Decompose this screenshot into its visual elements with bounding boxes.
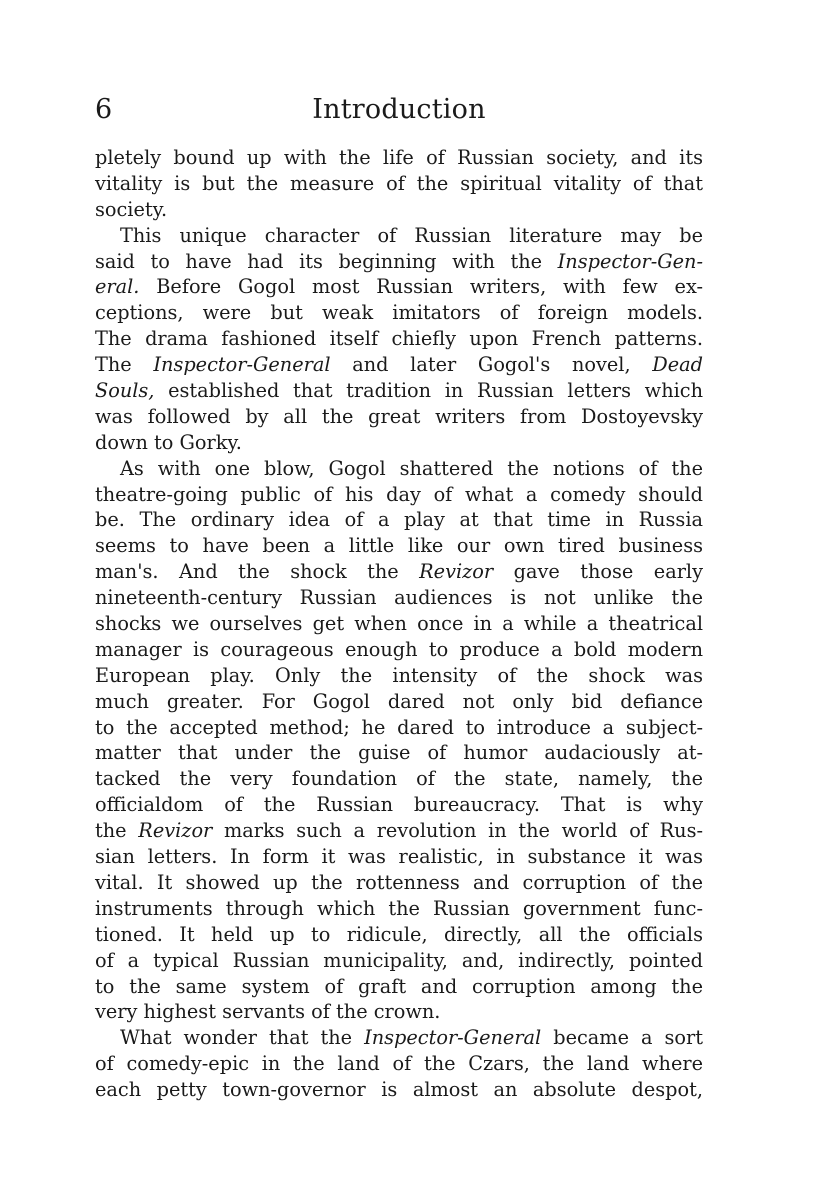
text-run: tacked the very foundation of the state, namely, the: [95, 767, 703, 791]
italic-title: Revizor: [138, 819, 213, 843]
text-run: each petty town-governor is almost an absolute despot,: [95, 1078, 703, 1102]
text-line: [95, 999, 703, 1025]
text-line-content: [95, 741, 703, 764]
text-line: [95, 948, 703, 974]
text-run: theatre-going public of his day of what a comedy should: [95, 482, 703, 506]
text-line: [95, 922, 703, 948]
text-line: [95, 637, 703, 663]
text-line: [95, 1077, 703, 1103]
text-run: vitality is but the measure of the spiritual vitality of that: [95, 171, 703, 195]
running-title: Introduction: [312, 94, 486, 125]
text-line: [95, 404, 703, 430]
text-line: [95, 223, 703, 249]
text-line-content: [95, 793, 703, 816]
text-run: ceptions, were but weak imitators of foreign models.: [95, 301, 703, 325]
text-run: The: [95, 353, 154, 377]
text-line-content: [95, 379, 703, 402]
text-line: [95, 611, 703, 637]
text-line-content: [95, 353, 703, 376]
text-line: [95, 585, 703, 611]
text-line: [95, 792, 703, 818]
italic-title: Inspector-Gen-: [557, 249, 703, 273]
text-line-content: [95, 508, 703, 531]
text-line-content: [95, 1000, 440, 1023]
text-run: and later Gogol's novel,: [330, 353, 653, 377]
text-run: to the same system of graft and corruption among the: [95, 974, 703, 998]
italic-title: Souls,: [95, 379, 155, 403]
text-run: said to have had its beginning with the: [95, 249, 558, 273]
text-line-content: [95, 638, 703, 661]
text-line-content: [95, 198, 167, 221]
text-line-content: [95, 560, 703, 583]
text-line: [95, 870, 703, 896]
text-run: be. The ordinary idea of a play at that time in Russia: [95, 508, 703, 532]
text-run: marks such a revolution in the world of Rus-: [212, 819, 703, 843]
text-run: nineteenth-century Russian audiences is not unlike the: [95, 586, 703, 610]
text-line-content: [95, 819, 703, 842]
text-run: Before Gogol most Russian writers, with few ex-: [139, 275, 703, 299]
text-run: seems to have been a little like our own tired business: [95, 534, 703, 558]
text-run: established that tradition in Russian letters which: [154, 379, 703, 403]
text-run: gave those early: [493, 560, 703, 584]
text-line: [95, 715, 703, 741]
text-run: shocks we ourselves get when once in a while a theatrical: [95, 612, 703, 636]
text-line: [95, 378, 703, 404]
page-number: 6: [95, 94, 113, 125]
text-line: [95, 1025, 703, 1051]
text-line: [95, 482, 703, 508]
text-line-content: [95, 146, 703, 169]
text-line: [95, 559, 703, 585]
text-run: of comedy-epic in the land of the Czars, the land where: [95, 1052, 703, 1076]
text-line-content: [95, 405, 703, 428]
text-line: [95, 300, 703, 326]
text-run: European play. Only the intensity of the shock was: [95, 663, 703, 687]
text-run: officialdom of the Russian bureaucracy. That is why: [95, 793, 703, 817]
text-line-content: [95, 172, 703, 195]
text-run: was followed by all the great writers from Dostoyevsky: [95, 404, 703, 428]
text-line-content: [120, 224, 703, 247]
text-line: [95, 249, 703, 275]
text-line-content: [95, 716, 703, 739]
text-line-content: [120, 1026, 703, 1049]
text-line-content: [95, 483, 703, 506]
text-line-content: [95, 586, 703, 609]
text-line: [95, 274, 703, 300]
page-header: [95, 92, 703, 132]
text-line: [95, 456, 703, 482]
text-line: [95, 352, 703, 378]
text-run: of a typical Russian municipality, and, indirectly, pointed: [95, 948, 703, 972]
text-line-content: [95, 690, 703, 713]
text-line: [95, 1051, 703, 1077]
italic-title: Inspector-General: [364, 1026, 542, 1050]
text-line: [95, 145, 703, 171]
text-line: [95, 896, 703, 922]
text-line: [95, 507, 703, 533]
text-run: society.: [95, 197, 168, 221]
text-line: [95, 818, 703, 844]
text-line-content: [95, 301, 703, 324]
text-run: What wonder that the: [120, 1026, 365, 1050]
text-line-content: [95, 612, 703, 635]
text-run: man's. And the shock the: [95, 560, 420, 584]
text-run: As with one blow, Gogol shattered the notions of the: [120, 456, 703, 480]
text-run: the: [95, 819, 139, 843]
text-line-content: [95, 949, 703, 972]
text-line-content: [95, 871, 703, 894]
text-line-content: [95, 845, 703, 868]
text-run: vital. It showed up the rottenness and corruption of the: [95, 870, 703, 894]
text-run: manager is courageous enough to produce a bold modern: [95, 637, 703, 661]
text-line-content: [95, 923, 703, 946]
text-line-content: [95, 1052, 703, 1075]
text-run: instruments through which the Russian government func-: [95, 896, 703, 920]
text-line-content: [95, 664, 703, 687]
text-line: [95, 689, 703, 715]
text-line: [95, 740, 703, 766]
text-line: [95, 533, 703, 559]
italic-title: Inspector-General: [153, 353, 331, 377]
italic-title: Dead: [652, 353, 703, 377]
text-run: down to Gorky.: [95, 430, 242, 454]
text-line: [95, 326, 703, 352]
text-run: became a sort: [541, 1026, 704, 1050]
italic-title: eral.: [95, 275, 140, 299]
italic-title: Revizor: [419, 560, 494, 584]
text-line: [95, 663, 703, 689]
text-run: pletely bound up with the life of Russian society, and its: [95, 146, 703, 169]
text-line: [95, 974, 703, 1000]
text-run: matter that under the guise of humor audaciously at-: [95, 741, 703, 765]
text-line-content: [120, 457, 703, 480]
text-run: to the accepted method; he dared to introduce a subject-: [95, 715, 703, 739]
text-line-content: [95, 431, 242, 454]
body-text: [95, 145, 703, 1103]
text-line-content: [95, 327, 703, 350]
text-run: tioned. It held up to ridicule, directly, all the officials: [95, 922, 703, 946]
text-line: [95, 171, 703, 197]
text-line-content: [95, 767, 703, 790]
text-line-content: [95, 897, 703, 920]
text-line-content: [95, 975, 703, 998]
text-line-content: [95, 1078, 703, 1101]
text-line: [95, 766, 703, 792]
text-line: [95, 430, 703, 456]
text-line: [95, 197, 703, 223]
text-run: The drama fashioned itself chiefly upon French patterns.: [95, 327, 703, 351]
text-line: [95, 844, 703, 870]
text-line-content: [95, 534, 703, 557]
text-run: sian letters. In form it was realistic, in substance it was: [95, 845, 703, 869]
text-run: This unique character of Russian literature may be: [120, 223, 703, 247]
text-run: very highest servants of the crown.: [95, 1000, 441, 1024]
text-line-content: [95, 250, 703, 273]
text-run: much greater. For Gogol dared not only bid defiance: [95, 689, 703, 713]
text-line-content: [95, 275, 703, 298]
